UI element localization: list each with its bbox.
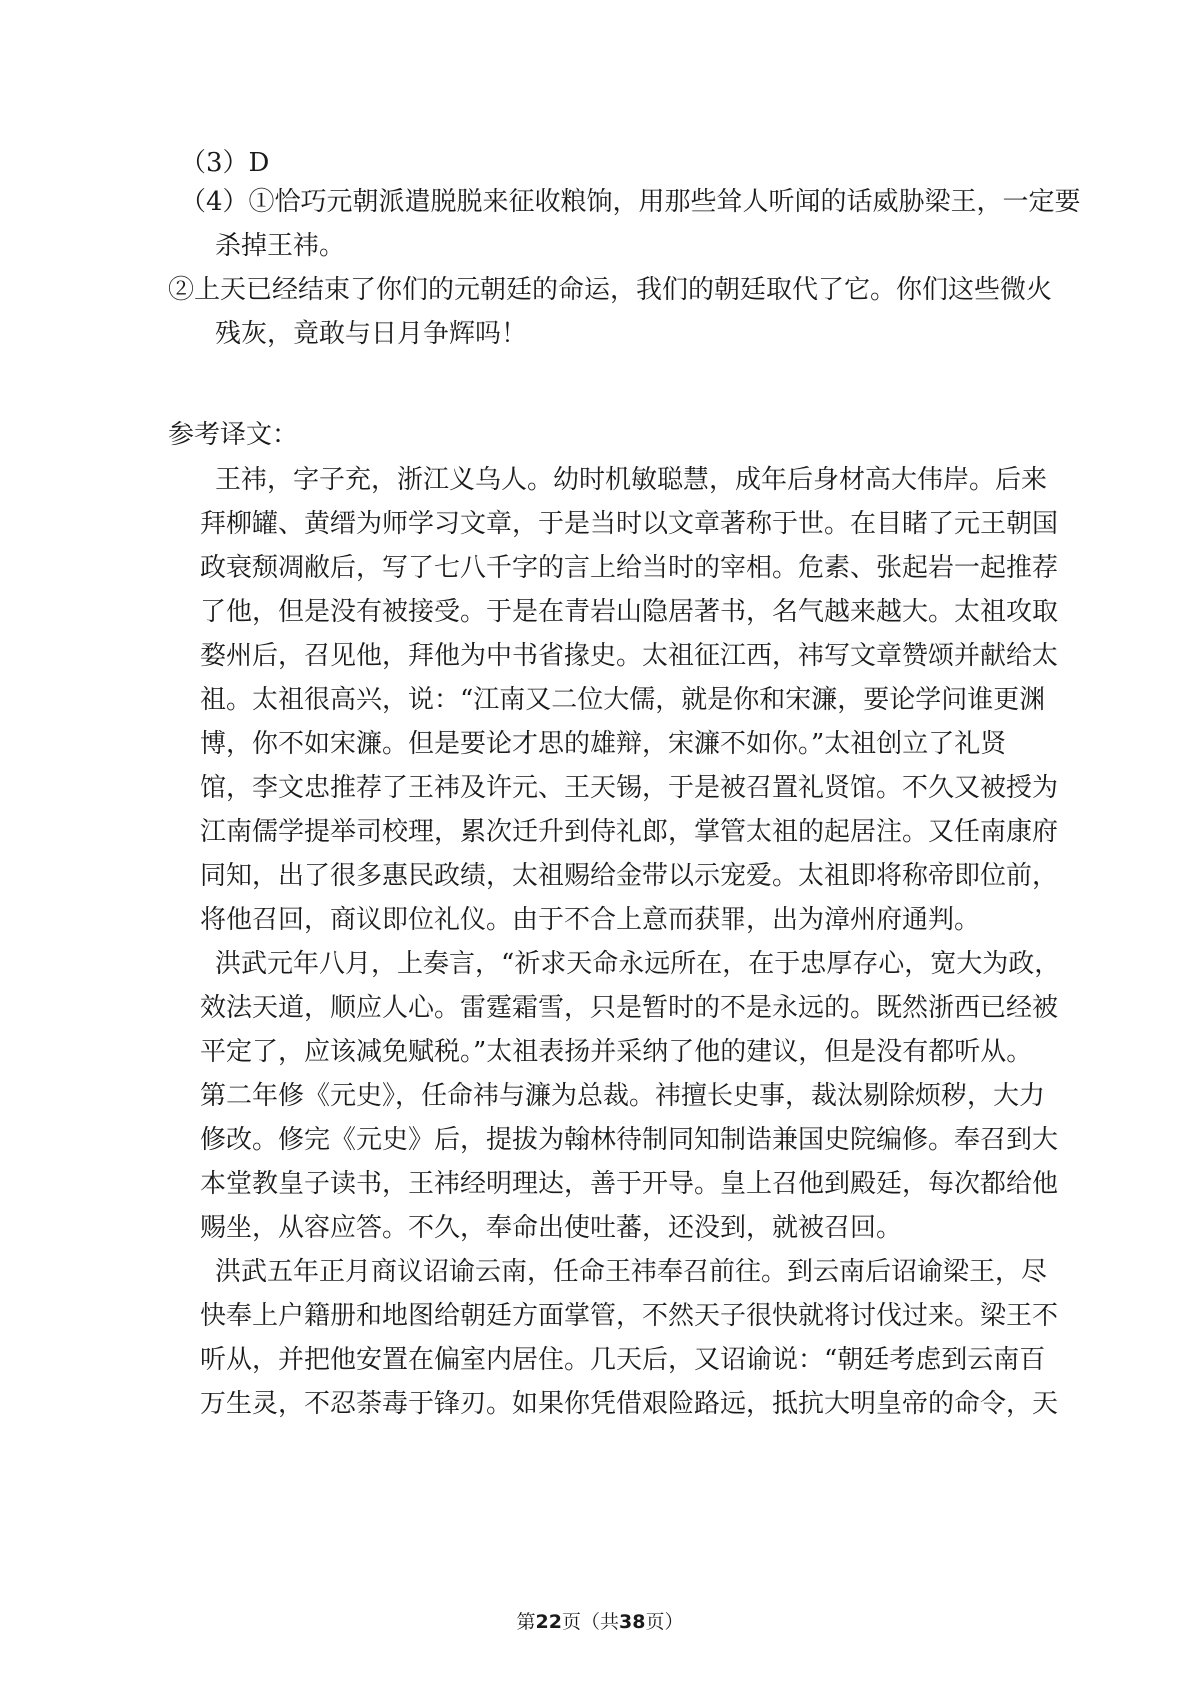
translation-line: 第二年修《元史》，任命祎与濂为总裁。祎擅长史事，裁汰剔除烦秽，大力 (200, 1081, 1046, 1111)
translation-line: 馆，李文忠推荐了王祎及许元、王天锡，于是被召置礼贤馆。不久又被授为 (200, 773, 1059, 803)
footer-total-pages: 38 (619, 1611, 646, 1633)
translation-line: 本堂教皇子读书，王祎经明理达，善于开导。皇上召他到殿廷，每次都给他 (200, 1169, 1059, 1199)
translation-line: 同知，出了很多惠民政绩，太祖赐给金带以示宠爱。太祖即将称帝即位前， (200, 861, 1059, 891)
footer-suffix: 页） (645, 1611, 684, 1633)
translation-line: 洪武元年八月，上奏言，“祈求天命永远所在，在于忠厚存心，宽大为政， (215, 949, 1061, 979)
translation-line: 平定了，应该减免赋税。”太祖表扬并采纳了他的建议，但是没有都听从。 (200, 1037, 1033, 1067)
answer-item-4-sub-2-line-1: ②上天已经结束了你们的元朝廷的命运，我们的朝廷取代了它。你们这些微火 (168, 275, 1053, 305)
translation-line: 修改。修完《元史》后，提拔为翰林待制同知制诰兼国史院编修。奉召到大 (200, 1125, 1059, 1155)
translation-line: 政衰颓凋敝后，写了七八千字的言上给当时的宰相。危素、张起岩一起推荐 (200, 553, 1059, 583)
footer-middle: 页（共 (561, 1611, 619, 1633)
answer-item-4-line-2: 杀掉王祎。 (215, 231, 346, 261)
translation-line: 婺州后，召见他，拜他为中书省掾史。太祖征江西，祎写文章赞颂并献给太 (200, 641, 1059, 671)
answer-item-4-sub-2-line-2: 残灰，竟敢与日月争辉吗！ (215, 319, 528, 349)
translation-line: 王祎，字子充，浙江义乌人。幼时机敏聪慧，成年后身材高大伟岸。后来 (215, 465, 1048, 495)
footer-prefix: 第 (516, 1611, 536, 1633)
translation-line: 赐坐，从容应答。不久，奉命出使吐蕃，还没到，就被召回。 (200, 1213, 903, 1243)
translation-line: 将他召回，商议即位礼仪。由于不合上意而获罪，出为漳州府通判。 (200, 905, 981, 935)
translation-line: 拜柳罐、黄缙为师学习文章，于是当时以文章著称于世。在目睹了元王朝国 (200, 509, 1059, 539)
translation-line: 听从，并把他安置在偏室内居住。几天后，又诏谕说：“朝廷考虑到云南百 (200, 1345, 1046, 1375)
footer-page-number: 22 (535, 1611, 562, 1633)
answer-item-3: （3）D (180, 148, 270, 178)
translation-line: 快奉上户籍册和地图给朝廷方面掌管，不然天子很快就将讨伐过来。梁王不 (200, 1301, 1059, 1331)
translation-line: 效法天道，顺应人心。雷霆霜雪，只是暂时的不是永远的。既然浙西已经被 (200, 993, 1059, 1023)
translation-line: 了他，但是没有被接受。于是在青岩山隐居著书，名气越来越大。太祖攻取 (200, 597, 1059, 627)
translation-line: 江南儒学提举司校理，累次迁升到侍礼郎，掌管太祖的起居注。又任南康府 (200, 817, 1059, 847)
answer-item-4-line-1: （4）①恰巧元朝派遣脱脱来征收粮饷，用那些耸人听闻的话威胁梁王，一定要 (180, 187, 1081, 217)
translation-line: 博，你不如宋濂。但是要论才思的雄辩，宋濂不如你。”太祖创立了礼贤 (200, 729, 1007, 759)
translation-heading: 参考译文： (168, 420, 299, 450)
translation-line: 洪武五年正月商议诏谕云南，任命王祎奉召前往。到云南后诏谕梁王，尽 (215, 1257, 1048, 1287)
page-footer (0, 1610, 1200, 1634)
translation-line: 祖。太祖很高兴，说：“江南又二位大儒，就是你和宋濂，要论学问谁更渊 (200, 685, 1046, 715)
translation-line: 万生灵，不忍荼毒于锋刃。如果你凭借艰险路远，抵抗大明皇帝的命令，天 (200, 1389, 1059, 1419)
